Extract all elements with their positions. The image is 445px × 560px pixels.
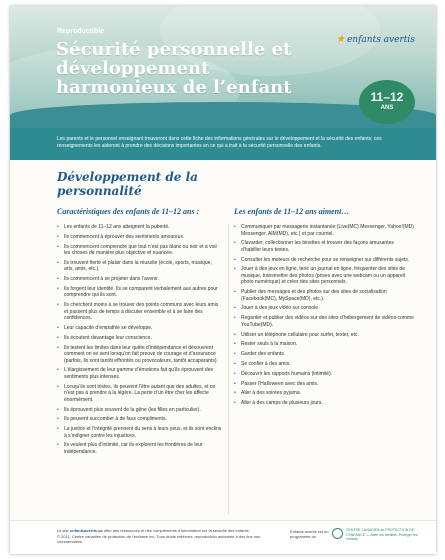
likes-item: • Rester seuls à la maison. (234, 341, 414, 348)
footer-note-prefix: Le site (57, 528, 70, 533)
brand-logo (336, 34, 415, 45)
footer (10, 520, 436, 554)
likes-item: • Publier des messages et des photos sur des sites de socialisation (Facebook(MC), MySpace(MD), etc.). (234, 289, 414, 302)
website-link[interactable]: enfantsavertis.ca (69, 528, 103, 533)
characteristic-item: • Les enfants de 11–12 ans atteignent la puberté. (57, 224, 222, 231)
characteristic-item: • Ils forgent leur identité. Ils se comparent verbalement aux autres pour comprendre qui ils sont. (57, 286, 222, 299)
likes-item: • Jouer à des jeux vidéo sur console. (234, 305, 414, 312)
reproducible-label: Reproductible (57, 28, 105, 35)
characteristic-item: • La justice et l’intégrité prennent du sens à leurs yeux, et ils sont enclins à s’indigner contre les injustices. (57, 426, 222, 439)
document-page (10, 6, 436, 554)
characteristic-item: • Ils veulent plus d’intimité, car ils explorent les frontières de leur indépendance. (57, 442, 222, 455)
footer-note-rest: offre des ressources et des compléments d’information sur la sécurité des enfants. (102, 528, 250, 533)
characteristic-item: • Leur capacité d’empathie se développe. (57, 325, 222, 332)
characteristic-item: • Ils peuvent succomber à de faux compliments. (57, 416, 222, 423)
intro-band (10, 128, 436, 160)
likes-item: • Consulter les moteurs de recherche pour se renseigner sur différents sujets. (234, 257, 414, 264)
characteristic-item: • Ils commencent comprendre que tout n’est pas blanc ou noir et à voir les choses de manière plus objective et nuancée. (57, 244, 222, 257)
likes-item: • Jouer à des jeux en ligne, tenir un journal en ligne, fréquenter des sites de musique, transmettre des photos (prises avec une webcam ou un appareil photo numérique) et créer des sites personnels. (234, 266, 414, 286)
characteristic-item: • Ils trouvent fierté et plaisir dans la réussite (école, sports, musique, arts, amis, etc.). (57, 260, 222, 273)
right-column-heading: Les enfants de 11–12 ans aiment… (234, 207, 350, 216)
intro-text: Les parents et le personnel enseignant trouveront dans cette fiche des informations générales sur le développement et la sécurité des enfants; ces renseignements les aideront à prendre des décisions importantes en ce qui a trait à la sécurité personnelle des enfants. (57, 136, 382, 149)
characteristics-list (57, 224, 222, 459)
characteristic-item: • Ils commencent à se projeter dans l’avenir. (57, 276, 222, 283)
left-column-heading: Caractéristiques des enfants de 11–12 ans : (57, 207, 200, 216)
likes-item: • Communiquer par messagerie instantanée (Live(MC) Messenger, Yahoo!(MD) Messenger, AIM(MD), etc.) et par courriel. (234, 224, 414, 237)
column-divider (228, 224, 229, 514)
likes-item: • Regarder et publier des vidéos sur des sites d’hébergement de vidéos comme YouTube(MD). (234, 315, 414, 328)
main-content (10, 160, 436, 520)
characteristic-item: • Ils éprouvent plus souvent de la gêne (les filles en particulier). (57, 407, 222, 414)
sponsor-text: Enfants avertis est un programme du (290, 529, 329, 539)
header-banner (10, 6, 436, 128)
characteristic-item: • Ils commencent à éprouver des sentiments amoureux. (57, 234, 222, 241)
organization-badge-icon (332, 528, 343, 539)
page-title: Sécurité personnelle et développement harmonieux de l’enfant (56, 39, 292, 98)
footer-note (57, 528, 277, 545)
likes-item: • Utiliser un téléphone cellulaire pour surfer, texter, etc. (234, 332, 414, 339)
section-title: Développement de la personnalité (57, 170, 198, 198)
likes-list (234, 224, 414, 410)
organization-name: CENTRE CANADIEN de PROTECTION DE L’ENFANCE — Aider les familles. Protéger les enfants. (346, 528, 418, 541)
characteristic-item: • Ils écoutent davantage leur conscience. (57, 335, 222, 342)
likes-item: • Découvrir les rapports humains (intimité). (234, 371, 414, 378)
likes-item: • Aller à des camps de plusieurs jours. (234, 400, 414, 407)
age-unit: ANS (380, 105, 394, 111)
age-range: 11–12 (370, 90, 404, 104)
star-icon: ★ (336, 34, 345, 45)
likes-item: • Passer l’Halloween avec des amis. (234, 381, 414, 388)
characteristic-item: • Ils cherchent moins à se trouver des points communs avec leurs amis et passent plus de temps à discuter ensemble et à se faire des confidences. (57, 302, 222, 322)
copyright-text: © 2011, Centre canadien de protection de l’enfance inc. Tous droits réservés; reproduction autorisée à des fins non commerciales. (57, 533, 261, 544)
organization-logo (332, 528, 420, 542)
likes-item: • Se confier à des amis. (234, 361, 414, 368)
characteristic-item: • Lorsqu’ils sont tristes, ils peuvent l’être autant que des adultes, et ce n’est pas à prendre à la légère. La perte d’un être cher les affecte énormément. (57, 384, 222, 404)
brand-logo-text: enfants avertis (346, 35, 415, 45)
likes-item: • Aller à des soirées pyjama. (234, 390, 414, 397)
age-badge (359, 80, 415, 124)
characteristic-item: • L’élargissement de leur gamme d’émotions fait qu’ils éprouvent des sentiments plus intenses. (57, 367, 222, 380)
likes-item: • Garder des enfants. (234, 351, 414, 358)
likes-item: • Clavarder, collectionner les binettes et trouver des façons amusantes d’habiller leurs textes. (234, 240, 414, 253)
characteristic-item: • Ils testent les limites dans leur quête d’indépendance et découvrent comment on se sent lorsqu’on fait preuve de courage et d’assurance (parfois, ils sont tantôt effrontés ou provocateurs, tantôt accaparants). (57, 345, 222, 365)
